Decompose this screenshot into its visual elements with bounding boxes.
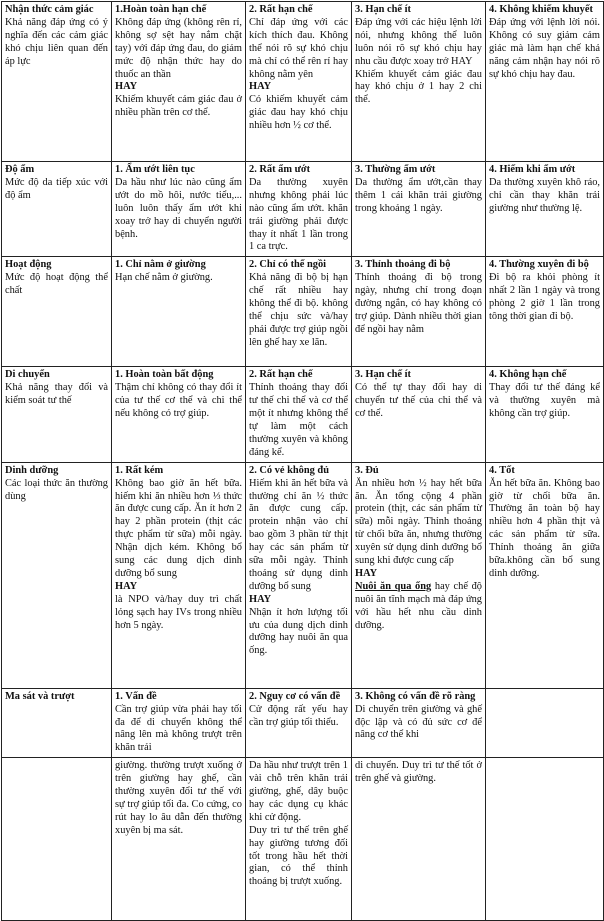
score-title: 1. Ẩm ướt liên tục xyxy=(115,164,195,175)
score-title: 2. Rất ẩm ướt xyxy=(249,164,311,175)
or-keyword: HAY xyxy=(115,81,138,93)
score-text: giường. thường trượt xuống ở trên giường hay ghế, cần thường xuyên đổi tư thế với sự trợ giúp tối đa. Co cứng, co rút hay lo âu dẫn đến thường xuyên bị ma sát. xyxy=(115,760,242,836)
score-text: Đáp ứng với lệnh lời nói. Không có suy giảm cảm giác mà làm hạn chế khả năng cảm nhận hay nói rõ sự khó chịu hay đau. xyxy=(489,16,600,80)
score-text: Duy trì tư thế trên ghế hay giường tương đối tốt trong hầu hết thời gian, có thể thỉnh thoảng bị trượt xuống. xyxy=(249,824,348,888)
table-row-friction-cont xyxy=(2,758,604,921)
tube-feeding-label: Nuôi ăn qua ống xyxy=(355,580,432,592)
score-cell-3 xyxy=(352,257,486,367)
score-title: 4. Thường xuyên đi bộ xyxy=(489,259,589,271)
score-cell-2 xyxy=(246,462,352,688)
score-cell-1 xyxy=(112,257,246,367)
criterion-cell xyxy=(2,162,112,257)
score-cell-2 xyxy=(246,2,352,162)
score-title: 3. Thường ẩm ướt xyxy=(355,164,436,175)
criterion-title: Ma sát và trượt xyxy=(5,690,75,702)
score-title: 1. Chỉ nằm ở giường xyxy=(115,259,206,271)
score-title: 1. Vấn đề xyxy=(115,690,157,702)
score-cell-1 xyxy=(112,367,246,462)
score-text: là NPO và/hay duy trì chất lỏng sạch hay IVs trong nhiều hơn 5 ngày. xyxy=(115,593,242,631)
score-title: 1. Hoàn toàn bất động xyxy=(115,369,214,381)
score-text: Di chuyển trên giường và ghế độc lập và có đủ sức cơ để nâng cơ thể khi xyxy=(355,703,482,741)
score-text: Chỉ đáp ứng với các kích thích đau. Không thể nói rõ sự khó chịu mà chỉ có thể rên rỉ hay không nằm yên xyxy=(249,16,348,80)
score-text: Thậm chí không có thay đổi ít của tư thế cơ thể và chi thể nếu không có trợ giúp. xyxy=(115,382,242,420)
score-title: 1. Rất kém xyxy=(115,464,164,476)
criterion-desc: Khả năng thay đổi và kiểm soát tư thế xyxy=(5,382,108,407)
score-cell-4 xyxy=(486,162,604,257)
score-text: Da thường xuyên nhưng không phải lúc nào cũng ẩm ướt. khăn trải giường phải được thay ít nhất 1 lần trong 1 ca trực. xyxy=(249,176,348,253)
score-text: Thỉnh thoảng đi bộ trong ngày, nhưng chỉ trong đoạn đường ngắn, có hay không có trợ giúp. Dành nhiều thời gian để ngồi hay nằm xyxy=(355,272,482,335)
table-row-activity xyxy=(2,257,604,367)
score-cell-3 xyxy=(352,2,486,162)
criterion-title: Độ ẩm xyxy=(5,164,35,175)
criterion-desc: Khả năng đáp ứng có ý nghĩa đến các cảm giác khó chịu liên quan đến áp lực xyxy=(5,16,108,67)
score-cell-1 xyxy=(112,758,246,921)
score-text: Đáp ứng với các hiệu lệnh lời nói, nhưng không thể luôn luôn nói rõ sự khó chịu hay nhu cầu được xoay trở HAY xyxy=(355,16,482,67)
criterion-cell xyxy=(2,462,112,688)
score-text: Đi bộ ra khỏi phòng ít nhất 2 lần 1 ngày và trong phòng 2 giờ 1 lần trong tông thời gian đi bộ. xyxy=(489,272,600,322)
score-cell-4 xyxy=(486,2,604,162)
score-title: 2. Rất hạn chế xyxy=(249,4,313,15)
score-cell-3 xyxy=(352,758,486,921)
score-title: 2. Nguy cơ có vấn đề xyxy=(249,690,341,702)
score-cell-4 xyxy=(486,367,604,462)
score-title: 3. Hạn chế ít xyxy=(355,369,411,381)
score-text: Da hầu như lúc nào cũng ẩm ướt do mồ hôi, nước tiểu,... luôn luôn thấy ẩm ướt khi xoay trở hay di chuyển người bệnh. xyxy=(115,176,242,240)
criterion-title: Nhận thức cảm giác xyxy=(5,4,94,15)
criterion-desc: Các loại thức ăn thường dùng xyxy=(5,477,108,502)
score-title: 1.Hoàn toàn hạn chế xyxy=(115,4,207,15)
score-text: di chuyển. Duy trì tư thế tốt ở trên ghế và giường. xyxy=(355,760,482,785)
or-keyword: HAY xyxy=(115,580,138,592)
score-cell-1 xyxy=(112,162,246,257)
score-title: 2. Có vẻ không đủ xyxy=(249,464,329,476)
criterion-cell xyxy=(2,2,112,162)
criterion-desc: Mức độ hoạt động thể chất xyxy=(5,272,108,297)
score-title: 3. Thỉnh thoảng đi bộ xyxy=(355,259,451,271)
score-cell-3 xyxy=(352,688,486,758)
criterion-title: Di chuyển xyxy=(5,369,50,381)
score-title: 4. Không hạn chế xyxy=(489,369,567,381)
score-title: 2. Rất hạn chế xyxy=(249,369,313,381)
score-cell-4 xyxy=(486,257,604,367)
score-text: Có khiếm khuyết cảm giác đau hay khó chịu nhiều hơn ½ cơ thể. xyxy=(249,94,348,132)
table-row-moisture xyxy=(2,162,604,257)
or-keyword: HAY xyxy=(249,81,272,93)
score-text: Không đáp ứng (không rên rỉ, không sợ sệt hay nắm chặt tay) với đáp ứng đau, do giảm mức độ nhận thức hay do thuốc an thần xyxy=(115,16,242,80)
score-text: Hiếm khi ăn hết bữa và thường chỉ ăn ½ thức ăn được cung cấp. protein nhận vào chỉ bao gồm 3 phần từ thịt hay các sản phẩm từ sữa mỗi ngày. Thỉnh thoảng sử dụng dinh dưỡng bổ sung xyxy=(249,477,348,592)
score-cell-1 xyxy=(112,2,246,162)
criterion-title: Dinh dưỡng xyxy=(5,464,59,476)
criterion-cell xyxy=(2,367,112,462)
table-row-mobility xyxy=(2,367,604,462)
score-text: Da hầu như trượt trên 1 vài chỗ trên khăn trải giường, ghế, dây buộc hay các dụng cụ khác khi cử động. xyxy=(249,760,348,823)
score-cell-2 xyxy=(246,758,352,921)
braden-scale-table xyxy=(1,1,604,921)
criterion-cell xyxy=(2,688,112,758)
score-text: Cử động rất yếu hay cần trợ giúp tối thiểu. xyxy=(249,703,348,728)
score-text: Không bao giờ ăn hết bữa. hiếm khi ăn nhiều hơn ⅓ thức ăn được cung cấp. Ăn ít hơn 2 hay 2 phần protein (thịt các thực phẩm từ sữa) mỗi ngày. Nhận dịch kém. Không bổ sung các dung dịch dinh dưỡng bổ sung xyxy=(115,477,242,579)
table-row-friction xyxy=(2,688,604,758)
score-cell-3 xyxy=(352,162,486,257)
or-keyword: HAY xyxy=(355,567,378,579)
score-cell-3 xyxy=(352,367,486,462)
score-text-cont: hay chế độ nuôi ăn tĩnh mạch mà đáp ứng với hầu hết nhu cầu dinh dưỡng. xyxy=(355,580,482,631)
score-cell-4 xyxy=(486,758,604,921)
score-text: Khả năng đi bộ bị hạn chế rất nhiều hay không thể đi bộ. không thể chịu sức và/hay phải được trợ giúp ngồi lên ghế hay xe lăn. xyxy=(249,272,348,348)
or-keyword: HAY xyxy=(249,593,272,605)
criterion-desc: Mức độ da tiếp xúc với độ ẩm xyxy=(5,176,108,201)
score-title: 2. Chỉ có thể ngồi xyxy=(249,259,327,271)
score-title: 4. Hiếm khi ẩm ướt xyxy=(489,164,576,175)
score-title: 4. Không khiếm khuyết xyxy=(489,4,593,15)
criterion-title: Hoạt động xyxy=(5,259,52,271)
score-title: 3. Không có vấn đề rõ ràng xyxy=(355,690,476,702)
table-row-sensory xyxy=(2,2,604,162)
score-text: Khiếm khuyết cảm giác đau hay khó chịu ở 1 hay 2 chi thể. xyxy=(355,68,482,106)
score-title: 3. Hạn chế ít xyxy=(355,4,411,15)
score-title: 3. Đủ xyxy=(355,464,379,476)
score-text xyxy=(355,581,482,633)
score-text: Thay đổi tư thế đáng kể và thường xuyên mà không cần trợ giúp. xyxy=(489,382,600,420)
score-title: 4. Tốt xyxy=(489,464,515,476)
score-cell-2 xyxy=(246,162,352,257)
score-cell-4 xyxy=(486,462,604,688)
score-text: Ăn nhiều hơn ½ hay hết bữa ăn. Ăn tổng cộng 4 phần protein (thịt, các sản phẩm từ sữa) mỗi ngày. Thỉnh thoảng từ chối bữa ăn, nhưng thường xuyên sử dụng dinh dưỡng bổ sung khi được cung cấp xyxy=(355,477,482,567)
table-row-nutrition xyxy=(2,462,604,688)
score-text: Cần trợ giúp vừa phải hay tối đa để di chuyển không thể nâng lên mà không trượt trên khăn trải xyxy=(115,703,242,754)
criterion-cell xyxy=(2,758,112,921)
score-cell-4 xyxy=(486,688,604,758)
score-text: Ăn hết bữa ăn. Không bao giờ từ chối bữa ăn. Thường ăn toàn bộ hay nhiều hơn 4 phần thịt và các sản phẩm từ sữa. Thỉnh thoảng ăn giữa bữa.không cần bổ sung dinh dưỡng. xyxy=(489,477,600,579)
score-cell-2 xyxy=(246,367,352,462)
score-cell-2 xyxy=(246,688,352,758)
score-cell-2 xyxy=(246,257,352,367)
score-cell-3 xyxy=(352,462,486,688)
score-cell-1 xyxy=(112,462,246,688)
score-text: Da thường xuyên khô ráo, chỉ cần thay khăn trải giường như thường lệ. xyxy=(489,176,600,214)
score-text: Hạn chế nằm ở giường. xyxy=(115,272,213,284)
criterion-cell xyxy=(2,257,112,367)
score-text: Da thường ẩm ướt,cần thay thêm 1 cái khăn trải giường trong khoảng 1 ngày. xyxy=(355,176,482,214)
score-text: Khiếm khuyết cảm giác đau ở nhiều phần trên cơ thể. xyxy=(115,94,242,119)
score-text: Có thể tự thay đổi hay di chuyển tư thế của chi thể và cơ thể. xyxy=(355,382,482,420)
score-text: Thỉnh thoảng thay đổi tư thế chi thể và cơ thể một ít nhưng không thể tự làm một cách thường xuyên và không đáng kể. xyxy=(249,382,348,458)
score-cell-1 xyxy=(112,688,246,758)
score-text: Nhận ít hơn lượng tối ưu của dung dịch dinh dưỡng hay nuôi ăn qua ống. xyxy=(249,606,348,657)
